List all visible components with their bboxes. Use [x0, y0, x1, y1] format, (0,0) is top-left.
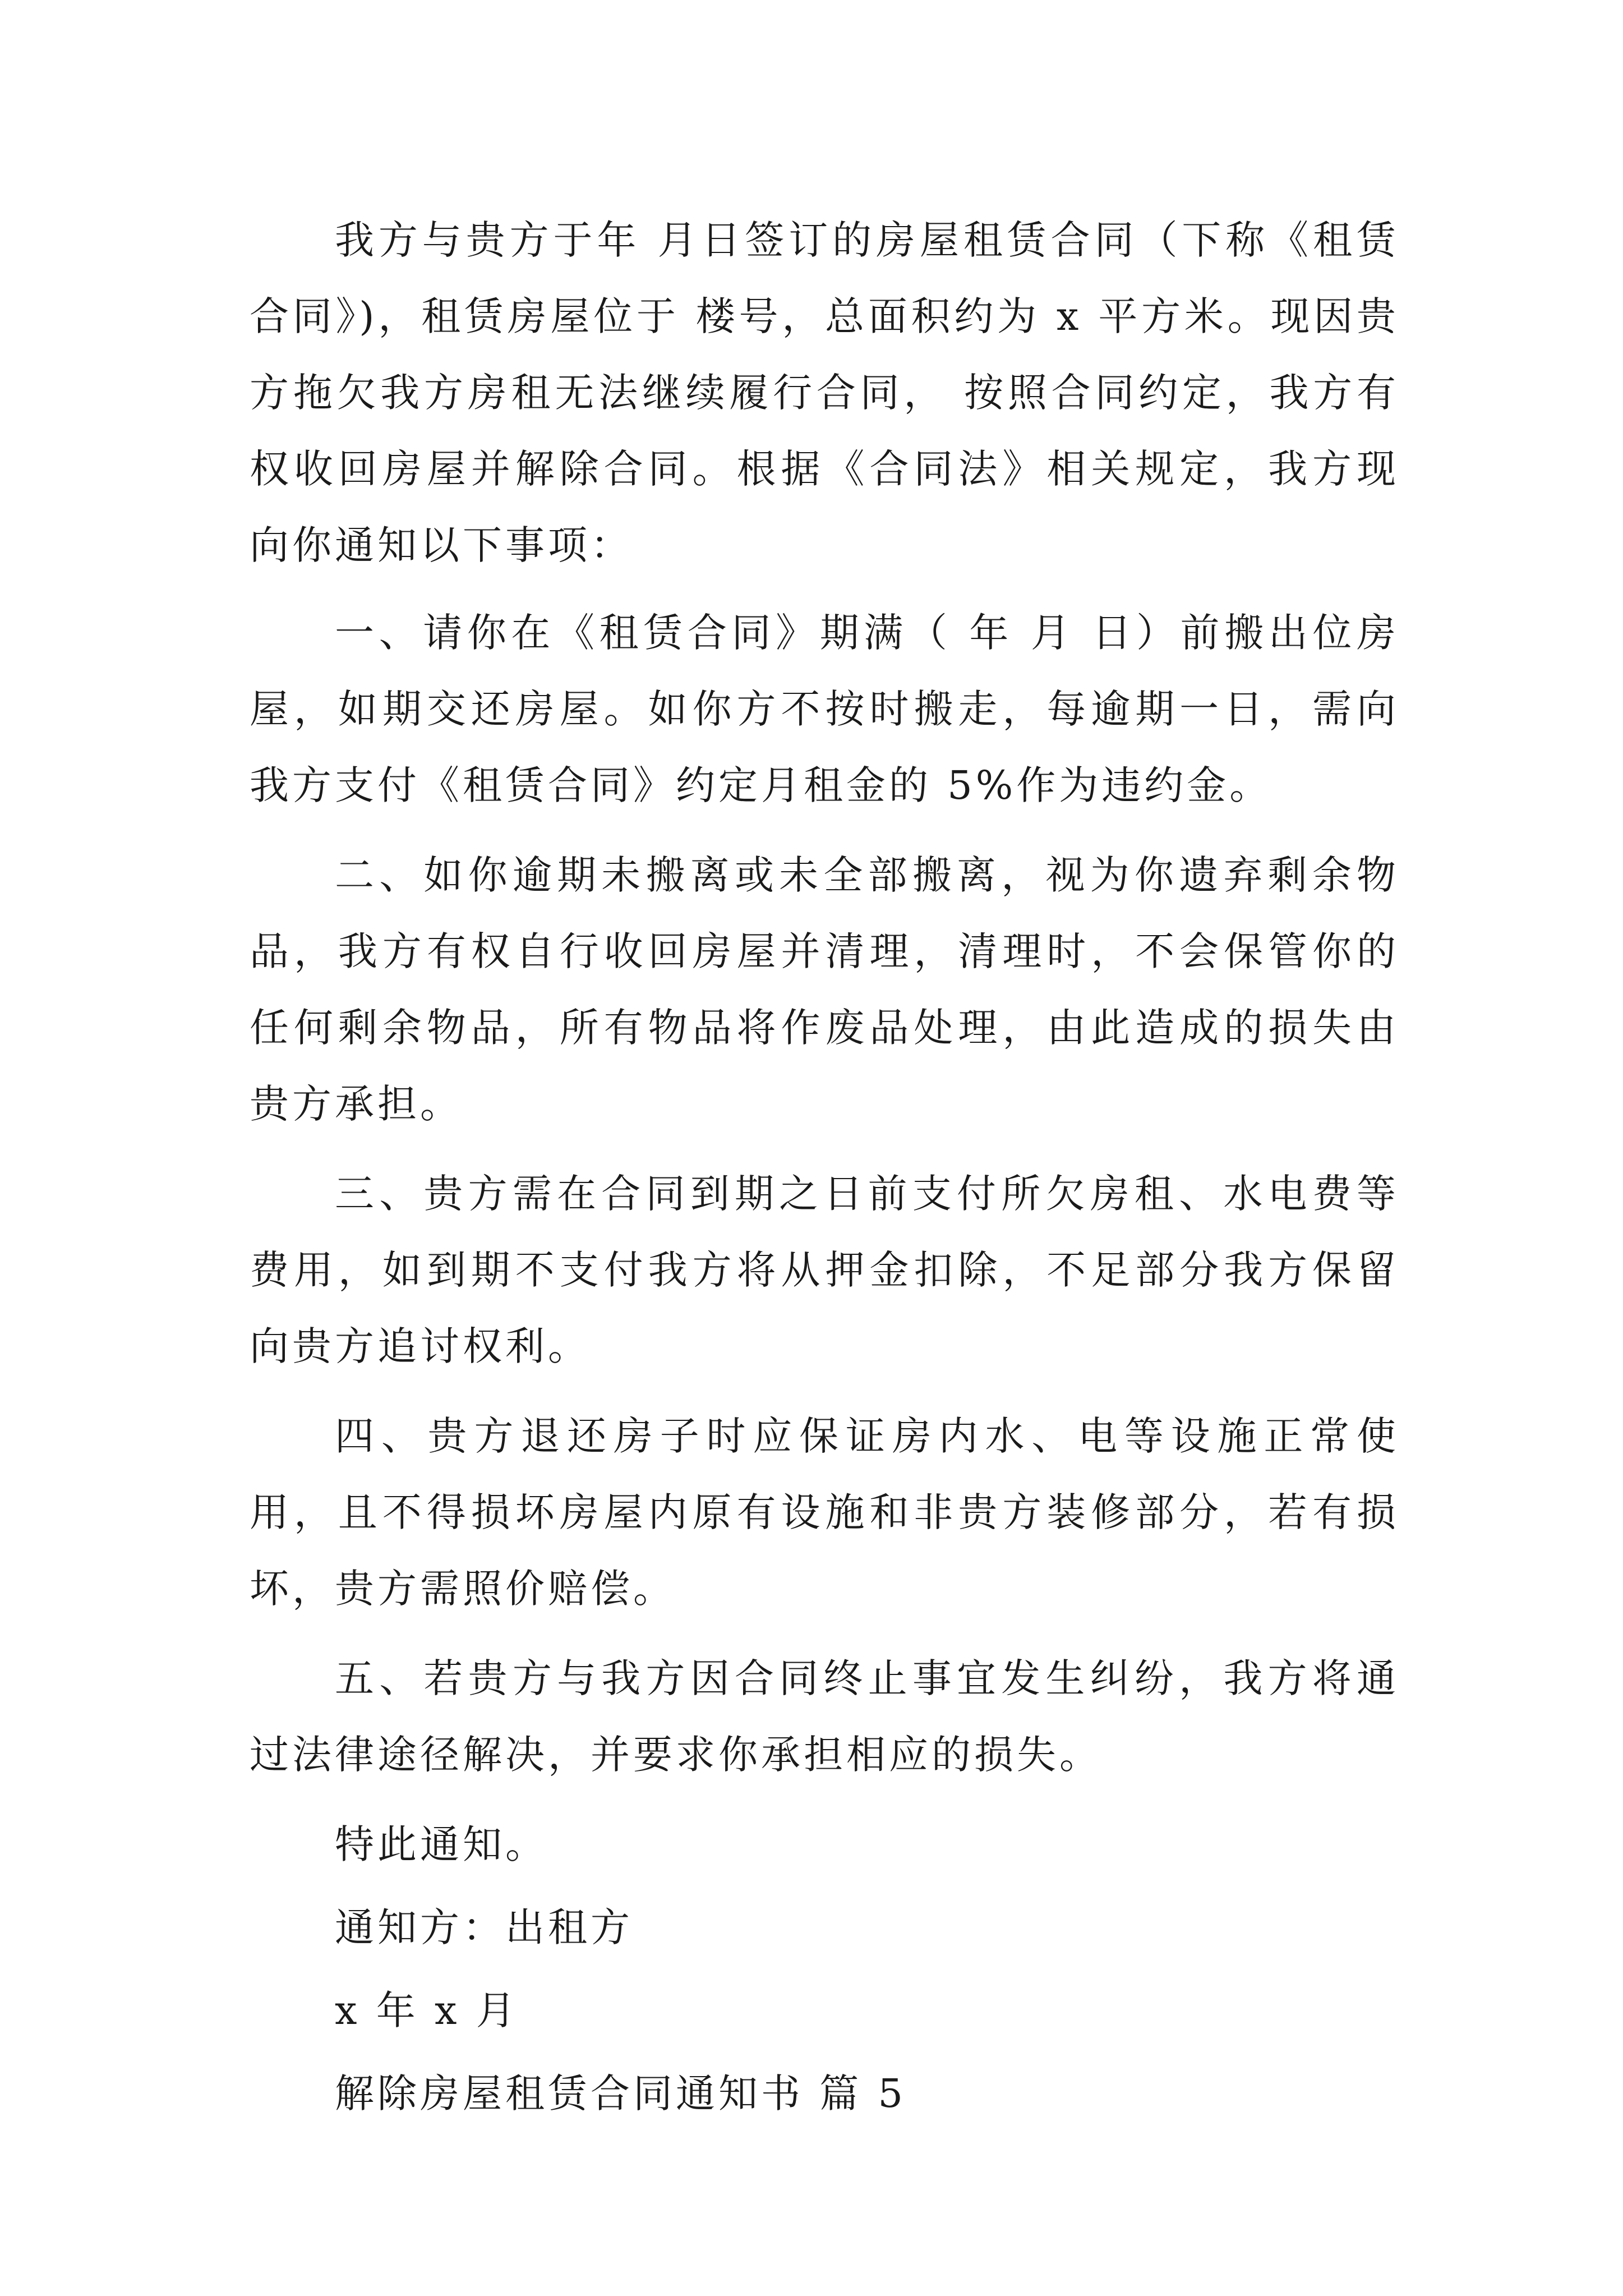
paragraph-item-5: 五、若贵方与我方因合同终止事宜发生纠纷，我方将通过法律途径解决，并要求你承担相应的损失。	[250, 1655, 1399, 1778]
notifier-line: 通知方：出租方	[335, 1904, 633, 1950]
next-section-heading: 解除房屋租赁合同通知书 篇 5	[335, 2070, 907, 2116]
paragraph-item-3: 三、贵方需在合同到期之日前支付所欠房租、水电费等费用，如到期不支付我方将从押金扣除，不足部分我方保留向贵方追讨权利。	[250, 1171, 1399, 1369]
closing-line: 特此通知。	[335, 1821, 548, 1867]
paragraph-item-2: 二、如你逾期未搬离或未全部搬离，视为你遗弃剩余物品，我方有权自行收回房屋并清理，清理时，不会保管你的任何剩余物品，所有物品将作废品处理，由此造成的损失由贵方承担。	[250, 852, 1399, 1127]
document-body	[250, 202, 1399, 2138]
paragraph-item-1: 一、请你在《租赁合同》期满（ 年 月 日）前搬出位房屋，如期交还房屋。如你方不按时搬走，每逾期一日，需向我方支付《租赁合同》约定月租金的 5%作为违约金。	[250, 610, 1399, 808]
paragraph-item-4: 四、贵方退还房子时应保证房内水、电等设施正常使用，且不得损坏房屋内原有设施和非贵方装修部分，若有损坏，贵方需照价赔偿。	[250, 1413, 1399, 1612]
paragraph-intro: 我方与贵方于年 月日签订的房屋租赁合同（下称《租赁合同》)，租赁房屋位于 楼号，总面积约为 x 平方米。现因贵方拖欠我方房租无法继续履行合同， 按照合同约定，我方有权收回房屋并解除合同。根据《合同法》相关规定，我方现向你通知以下事项：	[250, 217, 1399, 568]
date-line: x 年 x 月	[335, 1987, 519, 2033]
